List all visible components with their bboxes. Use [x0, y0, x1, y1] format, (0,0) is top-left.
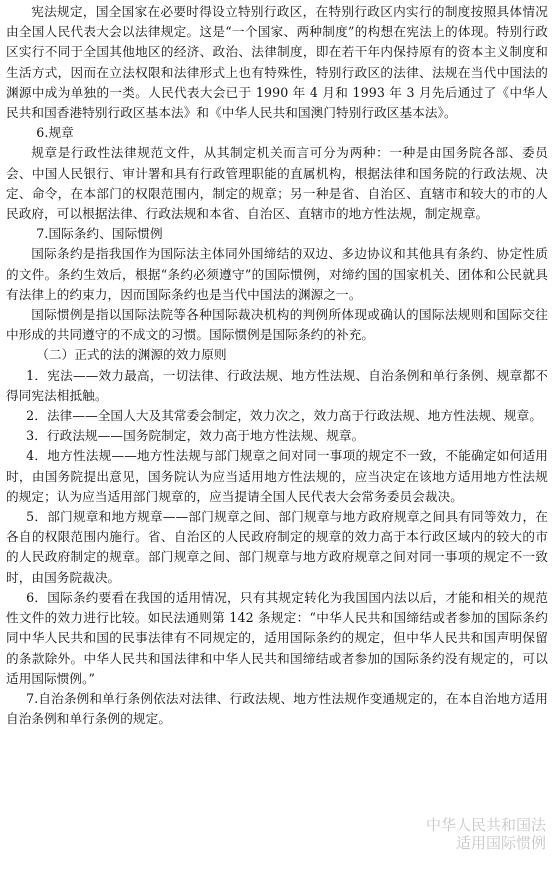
- paragraph-international-treaties: 国际条约是指我国作为国际法主体同外国缔结的双边、多边协议和其他具有条约、协定性质的文件。条约生效后，根据“条约必须遵守”的国际惯例，对缔约国的国家机关、团体和公民就具有法律上的约束力，因而国际条约也是当代中国法的渊源之一。: [6, 246, 548, 302]
- list-item-local-regulations: 4．地方性法规——地方性法规与部门规章之间对同一事项的规定不一致，不能确定如何适用时，由国务院提出意见，国务院认为应当适用地方性法规的，应当决定在该地方适用地方性法规的规定；认为应当适用部门规章的，应当提请全国人民代表大会常务委员会裁决。: [6, 448, 548, 504]
- list-item-administrative-regulations: 3．行政法规——国务院制定，效力高于地方性法规、规章。: [26, 428, 365, 444]
- watermark-line: 中华人民共和国法: [425, 816, 546, 834]
- paragraph-international-practice: 国际惯例是指以国际法院等各种国际裁决机构的判例所体现或确认的国际法规则和国际交往中形成的共同遵守的不成文的习惯。国际惯例是国际条约的补充。: [6, 307, 548, 343]
- paragraph-regulations: 规章是行政性法律规范文件，从其制定机关而言可分为两种：一种是由国务院各部、委员会、中国人民银行、审计署和具有行政管理职能的直属机构，根据法律和国务院的行政法规、决定、命令，在本部门的权限范围内，制定的规章；另一种是省、自治区、直辖市和较大的市的人民政府，可以根据法律、行政法规和本省、自治区、直辖市的地方性法规，制定规章。: [6, 145, 548, 222]
- heading-effect-principles: （二）正式的法的渊源的效力原则: [36, 347, 227, 363]
- watermark: [426, 816, 546, 852]
- paragraph-special-admin-regions: 宪法规定，国全国家在必要时得设立特别行政区，在特别行政区内实行的制度按照具体情况由全国人民代表大会以法律规定。这是“一个国家、两种制度”的构想在宪法上的体现。特别行政区实行不同于全国其他地区的经济、政治、法律制度，即在若干年内保持原有的资本主义制度和生活方式，因而在立法权限和法律形式上也有特殊性，特别行政区的法律、法规在当代中国法的渊源中成为单独的一类。人民代表大会已于 1990 年 4 月和 1993 年 3 月先后通过了《中华人民共和国香港特别行政区基本法》和《中华人民共和国澳门特别行政区基本法》。: [6, 4, 548, 121]
- list-item-autonomous-regulations: 7.自治条例和单行条例依法对法律、行政法规、地方性法规作变通规定的，在本自治地方适用自治条例和单行条例的规定。: [6, 690, 548, 727]
- list-item-treaties-application: 6．国际条约要看在我国的适用情况，只有其规定转化为我国国内法以后，才能和相关的规范性文件的效力进行比较。如民法通则第 142 条规定：“中华人民共和国缔结或者参加的国际条约同中华人民共和国的民事法律有不同规定的，适用国际条约的规定，但中华人民共和国声明保留的条款除外。中华人民共和国法律和中华人民共和国缔结或者参加的国际条约没有规定的，可以适用国际惯例。”: [6, 589, 548, 686]
- heading-regulations: 6.规章: [36, 125, 74, 141]
- list-item-constitution: 1．宪法——效力最高，一切法律、行政法规、地方性法规、自治条例和单行条例、规章都不得同宪法相抵触。: [6, 367, 548, 403]
- list-item-law: 2．法律——全国人大及其常委会制定，效力次之，效力高于行政法规、地方性法规、规章。: [26, 408, 543, 424]
- heading-international-treaties: 7.国际条约、国际惯例: [36, 226, 163, 242]
- watermark-line: 适用国际惯例: [455, 834, 546, 852]
- list-item-department-rules: 5．部门规章和地方规章——部门规章之间、部门规章与地方政府规章之间具有同等效力，在各自的权限范围内施行。省、自治区的人民政府制定的规章的效力高于本行政区域内的较大的市的人民政府制定的规章。部门规章之间、部门规章与地方政府规章之间对同一事项的规定不一致时，由国务院裁决。: [6, 509, 548, 585]
